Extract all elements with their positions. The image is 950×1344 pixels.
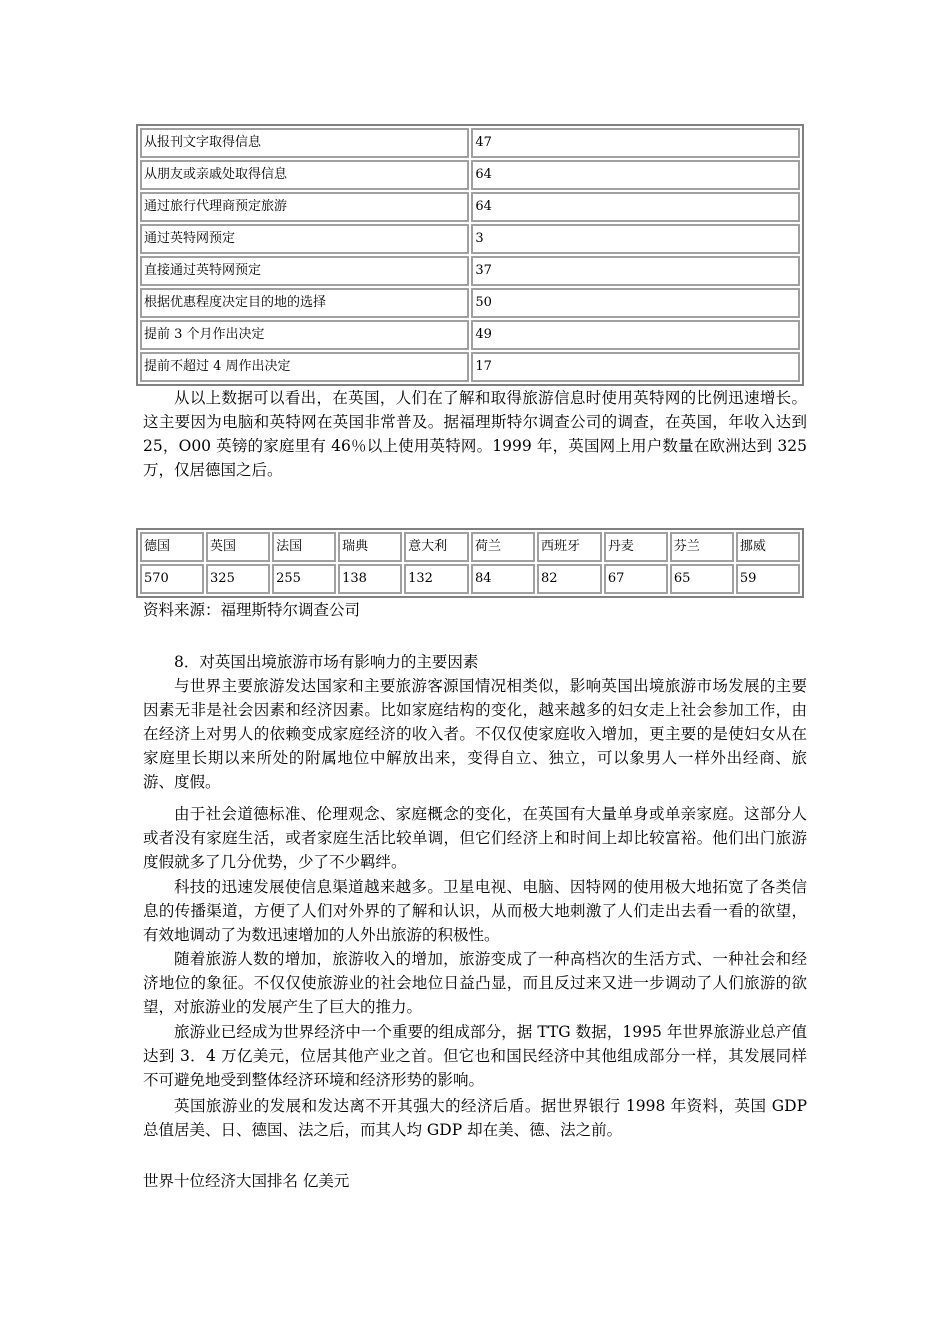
table-row <box>140 288 800 318</box>
table-title: 世界十位经济大国排名 亿美元 <box>143 1172 350 1190</box>
internet-users-by-country-table <box>136 528 804 598</box>
table-cell-label: 根据优惠程度决定目的地的选择 <box>140 288 469 318</box>
value-cell: 65 <box>670 564 734 594</box>
table-cell-label: 通过英特网预定 <box>140 224 469 254</box>
table-cell-label: 通过旅行代理商预定旅游 <box>140 192 469 222</box>
country-cell: 丹麦 <box>604 532 668 562</box>
value-cell: 138 <box>338 564 402 594</box>
table-cell-value: 50 <box>471 288 800 318</box>
table-cell-label: 直接通过英特网预定 <box>140 256 469 286</box>
table-cell-value: 64 <box>471 160 800 190</box>
source-note: 资料来源：福理斯特尔调查公司 <box>143 601 361 619</box>
country-cell: 西班牙 <box>537 532 602 562</box>
country-cell: 德国 <box>140 532 204 562</box>
table-cell-label: 提前 3 个月作出决定 <box>140 320 469 350</box>
country-cell: 意大利 <box>404 532 469 562</box>
table-cell-value: 49 <box>471 320 800 350</box>
table-row <box>140 128 800 158</box>
table-header-row <box>140 532 800 562</box>
value-cell: 255 <box>272 564 336 594</box>
table-row <box>140 224 800 254</box>
table-cell-value: 17 <box>471 352 800 382</box>
value-cell: 570 <box>140 564 204 594</box>
info-source-table <box>136 124 804 386</box>
table-row <box>140 160 800 190</box>
value-cell: 132 <box>404 564 469 594</box>
table-cell-value: 3 <box>471 224 800 254</box>
body-paragraph: 旅游业已经成为世界经济中一个重要的组成部分，据 TTG 数据，1995 年世界旅游业总产值达到 3．4 万亿美元，位居其他产业之首。但它也和国民经济中其他组成部分一样，其发展同样不可避免地受到整体经济环境和经济形势的影响。 <box>143 1023 807 1089</box>
table-cell-value: 64 <box>471 192 800 222</box>
table-cell-value: 37 <box>471 256 800 286</box>
value-cell: 325 <box>206 564 270 594</box>
table-cell-label: 提前不超过 4 周作出决定 <box>140 352 469 382</box>
body-paragraph: 由于社会道德标准、伦理观念、家庭概念的变化，在英国有大量单身或单亲家庭。这部分人或者没有家庭生活，或者家庭生活比较单调，但它们经济上和时间上却比较富裕。他们出门旅游度假就多了几分优势，少了不少羁绊。 <box>143 805 807 871</box>
country-cell: 瑞典 <box>338 532 402 562</box>
value-cell: 84 <box>471 564 535 594</box>
table-row <box>140 320 800 350</box>
table-cell-label: 从朋友或亲戚处取得信息 <box>140 160 469 190</box>
value-cell: 67 <box>604 564 668 594</box>
table-cell-label: 从报刊文字取得信息 <box>140 128 469 158</box>
table-cell-value: 47 <box>471 128 800 158</box>
body-paragraph: 英国旅游业的发展和发达离不开其强大的经济后盾。据世界银行 1998 年资料，英国 GDP 总值居美、日、德国、法之后，而其人均 GDP 却在美、德、法之前。 <box>143 1097 807 1139</box>
body-paragraph: 与世界主要旅游发达国家和主要旅游客源国情况相类似，影响英国出境旅游市场发展的主要因素无非是社会因素和经济因素。比如家庭结构的变化，越来越多的妇女走上社会参加工作，由在经济上对男人的依赖变成家庭经济的收入者。不仅仅使家庭收入增加，更主要的是使妇女从在家庭里长期以来所处的附属地位中解放出来，变得自立、独立，可以象男人一样外出经商、旅游、度假。 <box>143 677 807 791</box>
table-row <box>140 564 800 594</box>
value-cell: 82 <box>537 564 602 594</box>
table-row <box>140 352 800 382</box>
body-paragraph: 科技的迅速发展使信息渠道越来越多。卫星电视、电脑、因特网的使用极大地拓宽了各类信息的传播渠道，方便了人们对外界的了解和认识，从而极大地刺激了人们走出去看一看的欲望，有效地调动了为数迅速增加的人外出旅游的积极性。 <box>143 878 807 944</box>
value-cell: 59 <box>736 564 800 594</box>
section-heading: 8．对英国出境旅游市场有影响力的主要因素 <box>174 653 479 671</box>
country-cell: 英国 <box>206 532 270 562</box>
country-cell: 法国 <box>272 532 336 562</box>
body-paragraph: 随着旅游人数的增加，旅游收入的增加，旅游变成了一种高档次的生活方式、一种社会和经济地位的象征。不仅仅使旅游业的社会地位日益凸显，而且反过来又进一步调动了人们旅游的欲望，对旅游业的发展产生了巨大的推力。 <box>143 950 807 1016</box>
internet-usage-paragraph: 从以上数据可以看出，在英国，人们在了解和取得旅游信息时使用英特网的比例迅速增长。这主要因为电脑和英特网在英国非常普及。据福理斯特尔调查公司的调查，在英国，年收入达到 25，O00 英镑的家庭里有 46％以上使用英特网。1999 年，英国网上用户数量在欧洲达到 325 万，仅居德国之后。 <box>143 389 807 479</box>
country-cell: 芬兰 <box>670 532 734 562</box>
country-cell: 挪威 <box>736 532 800 562</box>
country-cell: 荷兰 <box>471 532 535 562</box>
table-row <box>140 256 800 286</box>
table-row <box>140 192 800 222</box>
